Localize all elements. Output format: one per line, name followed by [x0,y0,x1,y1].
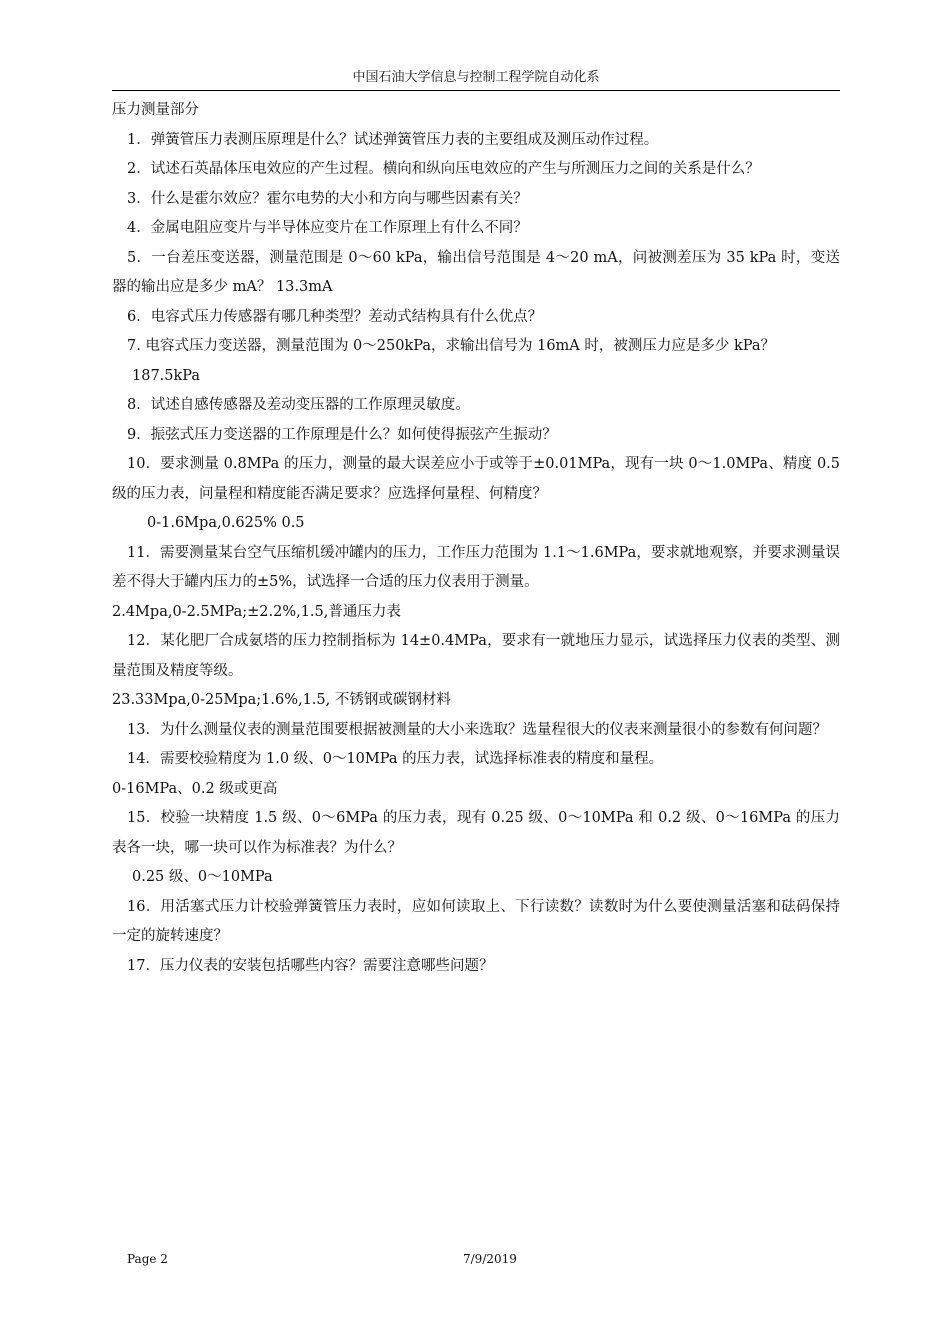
question-item: 16．用活塞式压力计校验弹簧管压力表时，应如何读取上、下行读数？读数时为什么要使测量活塞和砝码保持一定的旋转速度？ [112,898,840,944]
answer-text: 2.4Mpa,0-2.5MPa;±2.2%,1.5,普通压力表 [112,603,401,620]
answer-text: 0.25 级、0～10MPa [132,869,273,885]
document-body [112,96,840,981]
answer-text: 0-16MPa、0.2 级或更高 [112,780,278,797]
question-item: 13．为什么测量仪表的测量范围要根据被测量的大小来选取？选量程很大的仪表来测量很小的参数有何问题？ [127,721,827,738]
question-item: 6．电容式压力传感器有哪几种类型？差动式结构具有什么优点？ [127,308,543,325]
question-item: 15．校验一块精度 1.5 级、0～6MPa 的压力表，现有 0.25 级、0～10MPa 和 0.2 级、0～16MPa 的压力表各一块，哪一块可以作为标准表？为什么？ [112,810,840,856]
question-item: 10．要求测量 0.8MPa 的压力，测量的最大误差应小于或等于±0.01MPa，现有一块 0～1.0MPa、精度 0.5 级的压力表，问量程和精度能否满足要求？应选择何量程、何精度？ [112,456,840,502]
section-title: 压力测量部分 [112,102,199,118]
question-list [112,126,840,982]
question-item: 3．什么是霍尔效应？霍尔电势的大小和方向与哪些因素有关？ [127,190,528,207]
header-title: 中国石油大学信息与控制工程学院自动化系 [352,70,600,85]
question-item: 11．需要测量某台空气压缩机缓冲罐内的压力，工作压力范围为 1.1～1.6MPa，要求就地观察，并要求测量误差不得大于罐内压力的±5%，试选择一合适的压力仪表用于测量。 [112,544,840,590]
question-item: 17．压力仪表的安装包括哪些内容？需要注意哪些问题？ [127,957,494,974]
question-item: 7. 电容式压力变送器，测量范围为 0～250kPa，求输出信号为 16mA 时，被测压力应是多少 kPa？ [127,338,776,354]
question-item: 5．一台差压变送器，测量范围是 0～60 kPa，输出信号范围是 4～20 mA，问被测差压为 35 kPa 时，变送器的输出应是多少 mA？ 13.3mA [112,249,840,295]
question-item: 9．振弦式压力变送器的工作原理是什么？如何使得振弦产生振动？ [127,426,557,443]
question-item: 14．需要校验精度为 1.0 级、0～10MPa 的压力表，试选择标准表的精度和量程。 [127,751,664,767]
answer-text: 187.5kPa [132,367,201,384]
question-item: 12．某化肥厂合成氨塔的压力控制指标为 14±0.4MPa，要求有一就地压力显示，试选择压力仪表的类型、测量范围及精度等级。 [112,633,840,679]
question-item: 8．试述自感传感器及差动变压器的工作原理灵敏度。 [127,397,470,413]
question-item: 1．弹簧管压力表测压原理是什么？试述弹簧管压力表的主要组成及测压动作过程。 [127,131,659,148]
answer-text: 0-1.6Mpa,0.625% 0.5 [147,515,305,531]
answer-text: 23.33Mpa,0-25Mpa;1.6%,1.5, 不锈钢或碳钢材料 [112,692,451,708]
page-header [112,68,840,91]
footer-date: 7/9/2019 [463,1252,517,1266]
question-item: 2．试述石英晶体压电效应的产生过程。横向和纵向压电效应的产生与所测压力之间的关系是什么？ [127,161,760,177]
question-item: 4．金属电阻应变片与半导体应变片在工作原理上有什么不同？ [127,220,528,236]
footer-page-number: Page 2 [127,1252,168,1266]
